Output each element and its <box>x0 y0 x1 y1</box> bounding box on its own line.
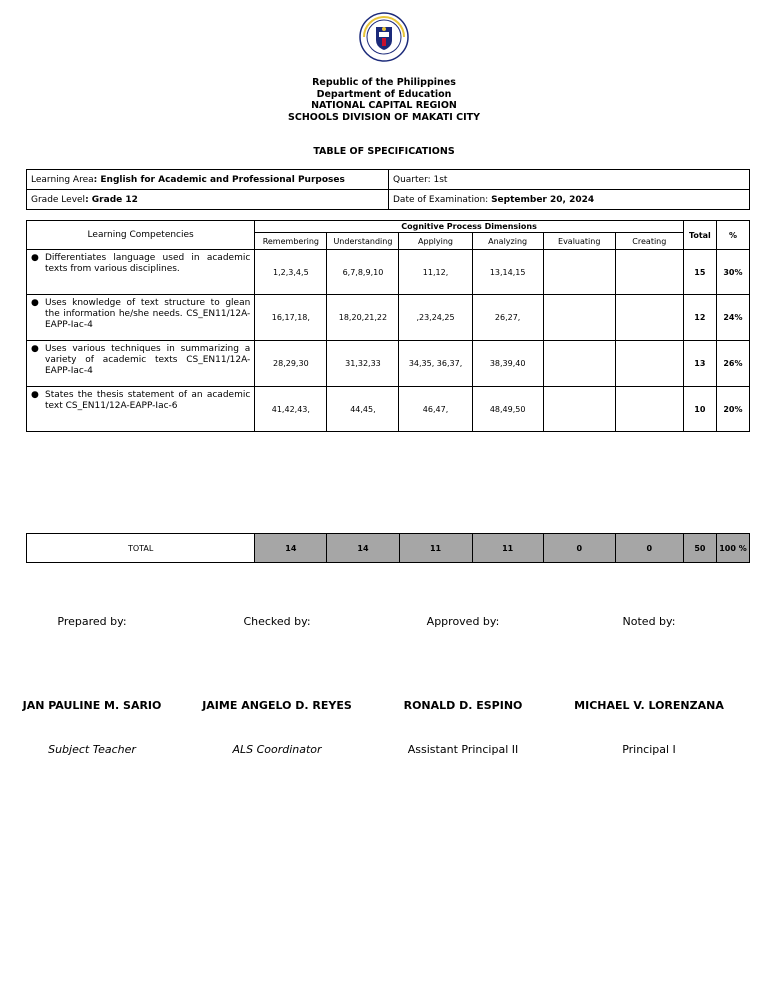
header-dimension-understanding: Understanding <box>327 233 399 250</box>
item-cell: 46,47, <box>399 387 472 432</box>
bullet-icon: ● <box>31 298 39 308</box>
table-row <box>27 387 750 432</box>
item-cell: 11,12, <box>399 250 472 295</box>
row-percent: 26% <box>716 341 749 387</box>
row-percent: 20% <box>716 387 749 432</box>
table-row <box>27 341 750 387</box>
signatory-name: JAN PAULINE M. SARIO <box>22 699 162 712</box>
item-cell <box>543 341 615 387</box>
competency-text: States the thesis statement of an academic text CS_EN11/12A-EAPP-Iac-6 <box>45 390 251 411</box>
signatory-role: Approved by: <box>426 615 500 628</box>
total-value-cell: 14 <box>255 534 327 563</box>
document-title: TABLE OF SPECIFICATIONS <box>313 146 455 157</box>
bullet-icon: ● <box>31 253 39 263</box>
header-dimension-applying: Applying <box>399 233 472 250</box>
deped-seal-logo <box>359 12 409 62</box>
header-region: NATIONAL CAPITAL REGION <box>311 100 457 111</box>
signatory-role: Noted by: <box>622 615 676 628</box>
total-value-cell: 11 <box>472 534 543 563</box>
row-total: 10 <box>683 387 716 432</box>
grade-level-cell: Grade Level: Grade 12 <box>27 190 389 210</box>
header-republic: Republic of the Philippines <box>312 77 456 88</box>
info-table <box>26 169 750 210</box>
grand-total-cell: 50 <box>683 534 716 563</box>
row-total: 15 <box>683 250 716 295</box>
item-cell: ,23,24,25 <box>399 295 472 341</box>
item-cell: 28,29,30 <box>255 341 327 387</box>
row-total: 13 <box>683 341 716 387</box>
signatory-title: Assistant Principal II <box>407 743 519 756</box>
signatory-name: JAIME ANGELO D. REYES <box>202 699 352 712</box>
item-cell <box>543 295 615 341</box>
bullet-icon: ● <box>31 390 39 400</box>
item-cell: 18,20,21,22 <box>327 295 399 341</box>
exam-date-cell: Date of Examination: September 20, 2024 <box>389 190 750 210</box>
signatory-title: Principal I <box>622 743 676 756</box>
item-cell: 16,17,18, <box>255 295 327 341</box>
row-percent: 30% <box>716 250 749 295</box>
competency-text: Differentiates language used in academic texts from various disciplines. <box>45 253 251 274</box>
signatory-role: Checked by: <box>243 615 311 628</box>
item-cell <box>615 387 683 432</box>
header-total: Total <box>683 221 716 250</box>
total-value-cell: 11 <box>399 534 472 563</box>
item-cell <box>615 295 683 341</box>
totals-table <box>26 533 750 563</box>
competency-cell <box>27 387 255 432</box>
item-cell: 6,7,8,9,10 <box>327 250 399 295</box>
table-row <box>27 250 750 295</box>
header-dimension-analyzing: Analyzing <box>472 233 543 250</box>
header-department: Department of Education <box>316 88 452 100</box>
competency-text: Uses various techniques in summarizing a variety of academic texts CS_EN11/12A-EAPP-Iac-4 <box>45 344 251 376</box>
signatory-name: RONALD D. ESPINO <box>403 699 523 712</box>
grand-percent-cell: 100 % <box>716 534 749 563</box>
item-cell: 26,27, <box>472 295 543 341</box>
item-cell: 34,35, 36,37, <box>399 341 472 387</box>
competency-cell <box>27 295 255 341</box>
document-header <box>0 77 768 123</box>
item-cell: 38,39,40 <box>472 341 543 387</box>
header-percent: % <box>716 221 749 250</box>
signatory-name: MICHAEL V. LORENZANA <box>574 699 724 712</box>
signatory-role: Prepared by: <box>57 615 127 628</box>
competency-cell <box>27 341 255 387</box>
learning-area-cell: Learning Area: English for Academic and Professional Purposes <box>27 170 389 190</box>
item-cell: 13,14,15 <box>472 250 543 295</box>
competency-text: Uses knowledge of text structure to glean the information he/she needs. CS_EN11/12A-EAPP-Iac-4 <box>45 298 251 330</box>
header-cognitive-dimensions: Cognitive Process Dimensions <box>255 221 684 233</box>
signatory-title: Subject Teacher <box>48 743 136 756</box>
header-dimension-evaluating: Evaluating <box>543 233 615 250</box>
totals-label: TOTAL <box>27 534 255 563</box>
item-cell <box>543 250 615 295</box>
table-row <box>27 295 750 341</box>
header-dimension-remembering: Remembering <box>255 233 327 250</box>
bullet-icon: ● <box>31 344 39 354</box>
item-cell <box>615 341 683 387</box>
quarter-cell: Quarter: 1st <box>389 170 750 190</box>
total-value-cell: 14 <box>327 534 399 563</box>
total-value-cell: 0 <box>615 534 683 563</box>
item-cell: 31,32,33 <box>327 341 399 387</box>
header-dimension-creating: Creating <box>615 233 683 250</box>
item-cell <box>543 387 615 432</box>
item-cell: 48,49,50 <box>472 387 543 432</box>
header-learning-competencies: Learning Competencies <box>27 221 255 250</box>
row-total: 12 <box>683 295 716 341</box>
item-cell: 44,45, <box>327 387 399 432</box>
competency-cell <box>27 250 255 295</box>
item-cell: 41,42,43, <box>255 387 327 432</box>
total-value-cell: 0 <box>543 534 615 563</box>
header-division: SCHOOLS DIVISION OF MAKATI CITY <box>288 111 480 123</box>
specifications-table <box>26 220 750 432</box>
item-cell <box>615 250 683 295</box>
item-cell: 1,2,3,4,5 <box>255 250 327 295</box>
signatory-title: ALS Coordinator <box>232 743 322 756</box>
row-percent: 24% <box>716 295 749 341</box>
